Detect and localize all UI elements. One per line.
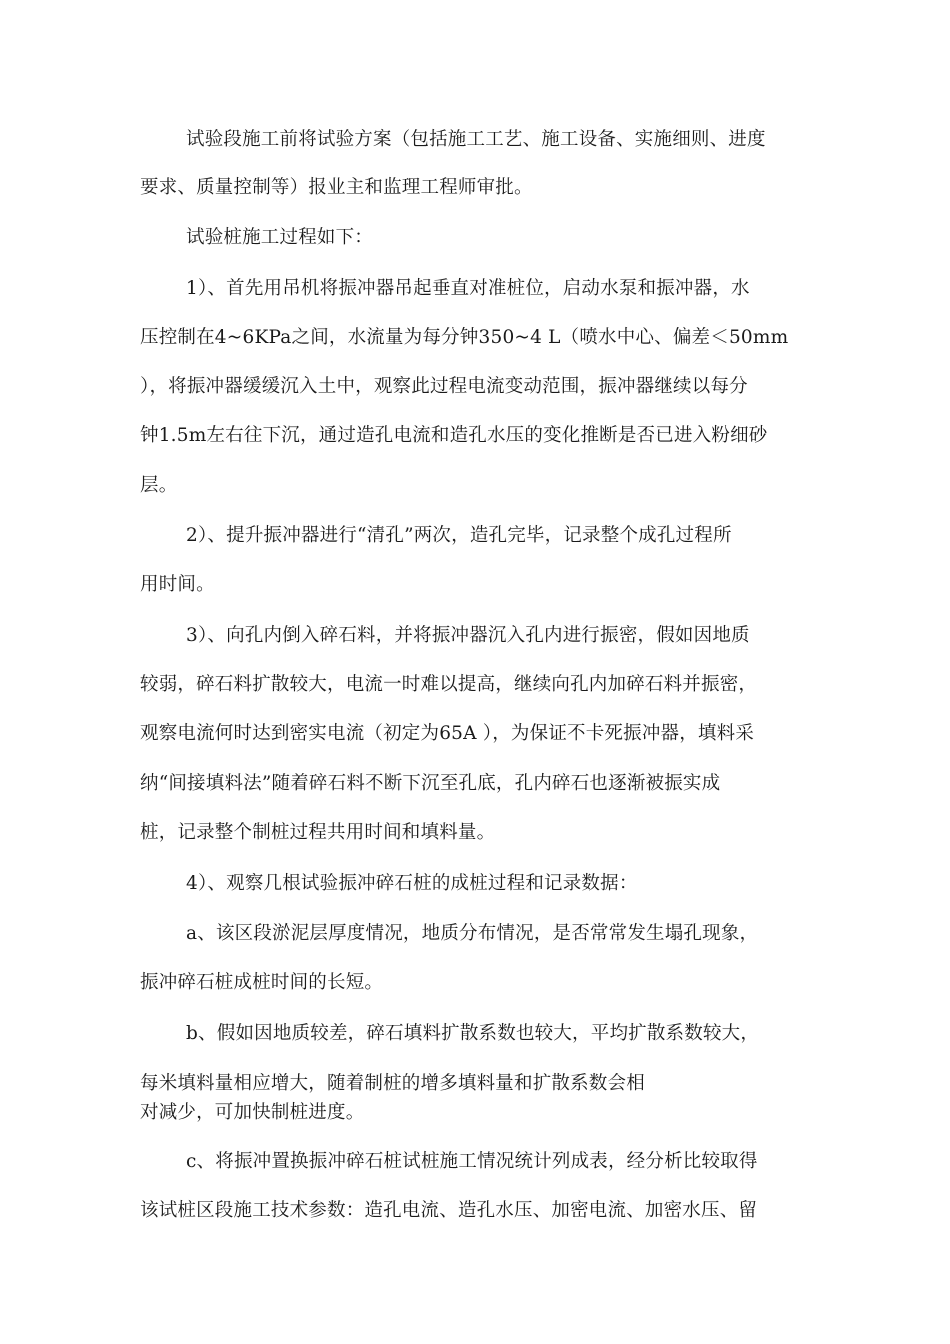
text-line: 振冲碎石桩成桩时间的长短。	[140, 972, 384, 993]
text-line: a、该区段淤泥层厚度情况，地质分布情况，是否常常发生塌孔现象，	[186, 923, 759, 944]
text-line: 3）、向孔内倒入碎石料，并将振冲器沉入孔内进行振密，假如因地质	[186, 625, 750, 646]
text-line: 层。	[140, 475, 178, 496]
text-line: 钟1.5m左右往下沉，通过造孔电流和造孔水压的变化推断是否已进入粉细砂	[140, 425, 768, 446]
text-line: 用时间。	[140, 574, 215, 595]
text-line: 4）、观察几根试验振冲碎石桩的成桩过程和记录数据：	[186, 873, 638, 894]
text-line: b、假如因地质较差，碎石填料扩散系数也较大，平均扩散系数较大，	[186, 1023, 760, 1044]
text-line: 每米填料量相应增大，随着制桩的增多填料量和扩散系数会相	[140, 1073, 645, 1094]
text-line: 2）、提升振冲器进行“清孔”两次，造孔完毕，记录整个成孔过程所	[186, 525, 732, 546]
text-line: 该试桩区段施工技术参数：造孔电流、造孔水压、加密电流、加密水压、留	[140, 1200, 758, 1221]
text-line: 桩，记录整个制桩过程共用时间和填料量。	[140, 822, 496, 843]
text-line: ），将振冲器缓缓沉入土中，观察此过程电流变动范围，振冲器继续以每分	[140, 376, 748, 397]
text-line: 1）、首先用吊机将振冲器吊起垂直对准桩位，启动水泵和振冲器，水	[186, 278, 750, 299]
text-line: 纳“间接填料法”随着碎石料不断下沉至孔底，孔内碎石也逐渐被振实成	[140, 773, 721, 794]
text-line: c、将振冲置换振冲碎石桩试桩施工情况统计列成表，经分析比较取得	[186, 1151, 758, 1172]
text-line: 较弱，碎石料扩散较大，电流一时难以提高，继续向孔内加碎石料并振密，	[140, 674, 758, 695]
text-line: 观察电流何时达到密实电流（初定为65A ），为保证不卡死振冲器，填料采	[140, 723, 755, 744]
text-line: 压控制在4~6KPa之间，水流量为每分钟350~4 L（喷水中心、偏差＜50mm	[140, 327, 789, 348]
text-line: 试验桩施工过程如下：	[186, 227, 374, 248]
text-line: 对减少，可加快制桩进度。	[140, 1102, 365, 1123]
text-line: 试验段施工前将试验方案（包括施工工艺、施工设备、实施细则、进度	[186, 129, 766, 150]
text-line: 要求、质量控制等）报业主和监理工程师审批。	[140, 177, 533, 198]
